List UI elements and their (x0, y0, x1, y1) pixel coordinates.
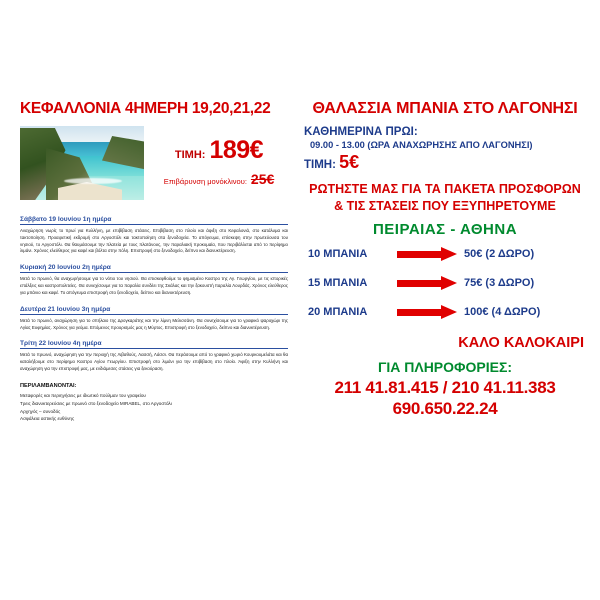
itinerary-day (20, 216, 288, 255)
day-3-heading: Δευτέρα 21 Ιουνίου 3η ημέρα (20, 306, 288, 315)
price-label: ΤΙΜΗ: (174, 149, 206, 161)
day-4-heading: Τρίτη 22 Ιουνίου 4η ημέρα (20, 340, 288, 349)
arrow-right-icon (397, 248, 463, 261)
promo-line-2: & ΤΙΣ ΣΤΑΣΕΙΣ ΠΟΥ ΕΞΥΠΗΡΕΤΟΥΜΕ (334, 198, 556, 213)
list-item: Ασφάλεια αστικής ευθύνης (20, 416, 75, 422)
offer-row (300, 306, 590, 319)
day-2-heading: Κυριακή 20 Ιουνίου 2η ημέρα (20, 264, 288, 273)
promo-line-1: ΡΩΤΗΣΤΕ ΜΑΣ ΓΙΑ ΤΑ ΠΑΚΕΤΑ ΠΡΟΣΦΟΡΩΝ (309, 182, 581, 196)
offer-quantity: 10 ΜΠΑΝΙΑ (308, 248, 368, 261)
day-2-text: Μετά το πρωινό, θα αναχωρήσουμε για το νότιο του νησιού. Θα επισκεφθούμε το φημισμένο Καστρο της Αγ. Γεωργίου, με τις ιστορικές επάλξεις και καστροπολιτείες. Θα συνεχίσουμε για τα παραλία συνδέει της Σκάλας και την ξακουστή παραλία Λουρδάς. Χρόνος ελεύθερος για μπάνιο και καφέ. Το απόγευμα επιστροφή στο ξενοδοχείο, δείπνο και διανυκτέρευση. (20, 276, 288, 295)
offer-quantity: 15 ΜΠΑΝΙΑ (308, 277, 368, 290)
ticket-price-label: ΤΙΜΗ: (304, 159, 336, 171)
right-column (300, 100, 590, 419)
list-item: Τρεις διανυκτερεύσεις με πρωινό στο ξενοδοχείο MIRABEL, στο Αργοστόλι (20, 400, 172, 406)
phone-numbers-line-2[interactable]: 690.650.22.24 (392, 399, 498, 418)
single-room-surcharge-label: Επιβάρυνση μονόκλινου: (163, 177, 247, 186)
itinerary (20, 216, 288, 423)
offer-price: 75€ (3 ΔΩΡΟ) (464, 277, 535, 290)
ticket-price-value: 5€ (339, 152, 360, 172)
offer-price: 100€ (4 ΔΩΡΟ) (464, 306, 541, 319)
departure-hours: 09.00 - 13.00 (ΩΡΑ ΑΝΑΧΩΡΗΣΗΣ ΑΠΟ ΛΑΓΟΝΗΣΙ) (310, 140, 533, 150)
offer-row (300, 277, 590, 290)
price-block (150, 126, 288, 187)
list-item: Αρχηγός – συνοδός (20, 408, 61, 414)
offers-list (300, 248, 590, 319)
day-3-text: Μετά το πρωινό, αναχώρηση για το σπήλαιο της Δρογκαράτης και την λίμνη Μελισσάνη. Θα συνεχίσουμε για το γραφικό ψαροχώρι της Αγίας Ευφημίας. Χρόνος για γεύμα. Επόμενος προορισμός μας η Μύρτος. Επιστροφή στο ξενοδοχείο, δείπνο και διανυκτέρευση. (20, 317, 288, 330)
list-item: Μεταφορές και περιηγήσεις με ιδιωτικό πούλμαν του γραφείου (20, 392, 146, 398)
arrow-right-icon (397, 306, 463, 319)
info-label: ΓΙΑ ΠΛΗΡΟΦΟΡΙΕΣ: (377, 358, 513, 375)
offer-price: 50€ (2 ΔΩΡΟ) (464, 248, 535, 261)
included-list (20, 392, 288, 423)
day-1-heading: Σάββατο 19 Ιουνίου 1η ημέρα (20, 216, 288, 225)
photo-and-price-row (20, 126, 288, 200)
left-column (20, 100, 288, 423)
itinerary-day (20, 306, 288, 332)
promo-text (300, 181, 590, 215)
daily-morning-label: ΚΑΘΗΜΕΡΙΝΑ ΠΡΩΙ: (304, 126, 418, 138)
itinerary-day (20, 264, 288, 296)
day-1-text: Αναχώρηση νωρίς το πρωί για Κυλλήνη, με επιβίβαση στάσεις. Επιβίβαση στο πλοίο και άφιξη στο Κεφαλονιά, στο κατάλυμα και τακτοποίηση. Προαιρετική εκδρομή στο Αργοστόλι και τακτοποίηση στα ξενοδοχεία. Το απόγευμα, επίσκεψη στην πρωτεύουσα του νησιού, το Αργοστόλι. Θα θαυμάσουμε την πλατεία με τους πλατάνους, την παραλιακή προκυμαία, που περιβάλλεται από το περίφημο λιμάνι. Χρόνος ελεύθερος για καφέ και βόλτα στην πόλη. Επιστροφή στο ξενοδοχείο, δείπνο και διανυκτέρευση. (20, 228, 288, 254)
beach-photo (20, 126, 144, 200)
offer-quantity: 20 ΜΠΑΝΙΑ (308, 306, 368, 319)
itinerary-day (20, 340, 288, 372)
sea-baths-title: ΘΑΛΑΣΣΙΑ ΜΠΑΝΙΑ ΣΤΟ ΛΑΓΟΝΗΣΙ (312, 100, 578, 117)
route-label: ΠΕΙΡΑΙΑΣ - ΑΘΗΝΑ (372, 220, 518, 238)
phone-numbers-line-1[interactable]: 211 41.81.415 / 210 41.11.383 (334, 377, 556, 397)
arrow-right-icon (397, 277, 463, 290)
kefalonia-trip-title: ΚΕΦΑΛΛΟΝΙΑ 4ΗΜΕΡΗ 19,20,21,22 (20, 100, 271, 117)
single-room-surcharge-row (150, 171, 288, 187)
single-room-surcharge-value: 25€ (250, 171, 275, 187)
offer-row (300, 248, 590, 261)
day-4-text: Μετά το πρωινό, αναχώρηση για την περιοχή της Λιβαθούς, Λασσή, Λάσσι. Θα περάσουμε από το γραφικό χωριό Κουρκουμελάτα και θα καταλήξουμε στο περίφημο Καστρο Αγίου Γεωργίου. Επιστροφή στο λιμάνι για την επιβίβαση στο πλοίο. Άφιξη στην Κυλλήνη και αναχώρηση για την επιστροφή μας, με ενδιάμεσες στάσεις για ξεκούραση. (20, 352, 288, 372)
included-heading: ΠΕΡΙΛΑΜΒΑΝΟΝΤΑΙ: (20, 382, 77, 389)
price-line (150, 136, 288, 165)
ticket-price-row (304, 152, 590, 173)
price-value: 189€ (209, 136, 264, 164)
summer-wish-text: ΚΑΛΟ ΚΑΛΟΚΑΙΡΙ (458, 334, 584, 351)
